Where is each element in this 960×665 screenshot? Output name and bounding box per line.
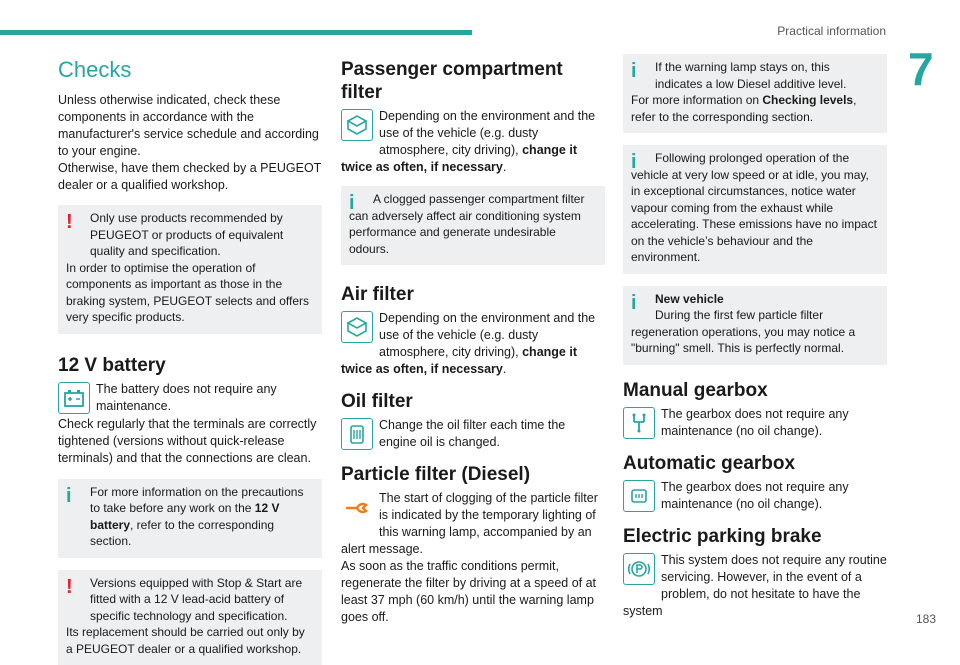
- manual-gearbox-title: Manual gearbox: [623, 379, 887, 402]
- warning-icon: !: [66, 212, 73, 232]
- oil-filter-text: Change the oil filter each time the engine oil is changed.: [341, 417, 605, 451]
- cabin-filter-text-bold: change it twice as often, if necessary: [341, 143, 577, 174]
- air-filter-text-post: .: [503, 362, 506, 376]
- new-vehicle-text: During the first few particle filter regeneration operations, you may notice a "burning" smell. This is perfectly normal.: [631, 307, 879, 357]
- oil-filter-entry: [341, 417, 605, 451]
- parking-brake-title: Electric parking brake: [623, 525, 887, 548]
- cabin-filter-title: Passenger compartment filter: [341, 58, 605, 104]
- cabin-filter-entry: [341, 108, 605, 176]
- info-icon: i: [66, 486, 72, 506]
- parking-brake-entry: [623, 552, 887, 620]
- column-3: [623, 54, 887, 620]
- air-filter-title: Air filter: [341, 283, 605, 306]
- particle-info-2-text: Following prolonged operation of the vehicle at very low speed or at idle, you may, in exceptional circumstances, notice water vapour coming from the exhaust while accelerating. These emissions have no impact on the vehicle’s behaviour and the environment.: [631, 150, 879, 266]
- battery-text-2: Check regularly that the terminals are correctly tightened (versions without quick-release terminals) and that the connections are clean.: [58, 416, 322, 467]
- air-filter-icon: [341, 311, 373, 343]
- particle-filter-text-2: As soon as the traffic conditions permit, regenerate the filter by driving at a speed of at least 37 mph (60 km/h) until the warning lamp goes off.: [341, 558, 605, 626]
- oil-filter-title: Oil filter: [341, 390, 605, 413]
- battery-entry: [58, 381, 322, 415]
- particle-info-1-pre: For more information on: [631, 93, 762, 107]
- manual-gearbox-icon: [623, 407, 655, 439]
- checks-warning-text-1: Only use products recommended by PEUGEOT or products of equivalent quality and specification.: [90, 210, 314, 260]
- info-icon: i: [631, 61, 637, 81]
- particle-filter-warning-icon: [341, 491, 373, 523]
- checks-intro: Unless otherwise indicated, check these components in accordance with the manufacturer's service schedule and according to your engine.: [58, 92, 322, 160]
- cabin-filter-info-box: [341, 186, 605, 265]
- air-filter-text: [341, 310, 605, 378]
- automatic-gearbox-icon: [623, 480, 655, 512]
- particle-info-1-post: , refer to the corresponding section.: [631, 93, 856, 124]
- cabin-filter-text-post: .: [503, 160, 506, 174]
- info-icon: i: [349, 193, 355, 213]
- manual-gearbox-entry: [623, 406, 887, 440]
- battery-info-box: [58, 479, 322, 558]
- air-filter-text-bold: change it twice as often, if necessary: [341, 345, 577, 376]
- air-filter-entry: [341, 310, 605, 378]
- particle-filter-entry: [341, 490, 605, 558]
- checks-warning-box: [58, 205, 322, 334]
- particle-info-1-line-1: If the warning lamp stays on, this indicates a low Diesel additive level.: [655, 59, 879, 92]
- battery-text-1: The battery does not require any maintenance.: [58, 381, 322, 415]
- battery-title: 12 V battery: [58, 354, 322, 377]
- battery-warning-box: [58, 570, 322, 665]
- battery-info-bold: 12 V battery: [90, 501, 279, 532]
- parking-brake-icon: [623, 553, 655, 585]
- battery-warning-text-2: Its replacement should be carried out only by a PEUGEOT dealer or a qualified workshop.: [66, 624, 314, 657]
- air-filter-text-pre: Depending on the environment and the use of the vehicle (e.g. dusty atmosphere, city driving),: [379, 311, 595, 359]
- page-number: 183: [916, 612, 936, 626]
- chapter-number: 7: [908, 42, 934, 96]
- checks-intro-2: Otherwise, have them checked by a PEUGEOT dealer or a qualified workshop.: [58, 160, 322, 194]
- particle-filter-info-box-2: [623, 145, 887, 274]
- battery-icon: [58, 382, 90, 414]
- section-title: Practical information: [777, 24, 886, 38]
- particle-filter-info-box-3: [623, 286, 887, 365]
- cabin-filter-text-pre: Depending on the environment and the use of the vehicle (e.g. dusty atmosphere, city driving),: [379, 109, 595, 157]
- particle-filter-info-box-1: [623, 54, 887, 133]
- particle-info-1-line-2: [631, 92, 879, 125]
- header-accent-bar: [0, 30, 472, 35]
- auto-gearbox-title: Automatic gearbox: [623, 452, 887, 475]
- battery-info-post: , refer to the corresponding section.: [90, 518, 274, 549]
- parking-brake-text: This system does not require any routine servicing. However, in the event of a problem, do not hesitate to have the system: [623, 552, 887, 620]
- new-vehicle-title: New vehicle: [655, 291, 879, 308]
- warning-icon: !: [66, 577, 73, 597]
- auto-gearbox-text: The gearbox does not require any maintenance (no oil change).: [623, 479, 887, 513]
- checks-title: Checks: [58, 56, 322, 84]
- battery-info-text: [90, 484, 314, 550]
- manual-gearbox-text: The gearbox does not require any maintenance (no oil change).: [623, 406, 887, 440]
- cabin-filter-info-text: A clogged passenger compartment filter can adversely affect air conditioning system performance and generate undesirable odours.: [349, 191, 597, 257]
- auto-gearbox-entry: [623, 479, 887, 513]
- cabin-filter-text: [341, 108, 605, 176]
- column-2: [341, 58, 605, 626]
- checks-warning-text-2: In order to optimise the operation of components as important as those in the braking system, PEUGEOT selects and offers very specific products.: [66, 260, 314, 326]
- battery-warning-text-1: Versions equipped with Stop & Start are fitted with a 12 V lead-acid battery of specific technology and specification.: [90, 575, 314, 625]
- column-1: [58, 54, 322, 665]
- battery-info-pre: For more information on the precautions to take before any work on the: [90, 485, 303, 516]
- filter-icon: [341, 109, 373, 141]
- info-icon: i: [631, 293, 637, 313]
- particle-info-1-bold: Checking levels: [762, 93, 853, 107]
- particle-filter-title: Particle filter (Diesel): [341, 463, 605, 486]
- info-icon: i: [631, 152, 637, 172]
- oil-filter-icon: [341, 418, 373, 450]
- particle-filter-text-1: The start of clogging of the particle filter is indicated by the temporary lighting of this warning lamp, accompanied by an alert message.: [341, 490, 605, 558]
